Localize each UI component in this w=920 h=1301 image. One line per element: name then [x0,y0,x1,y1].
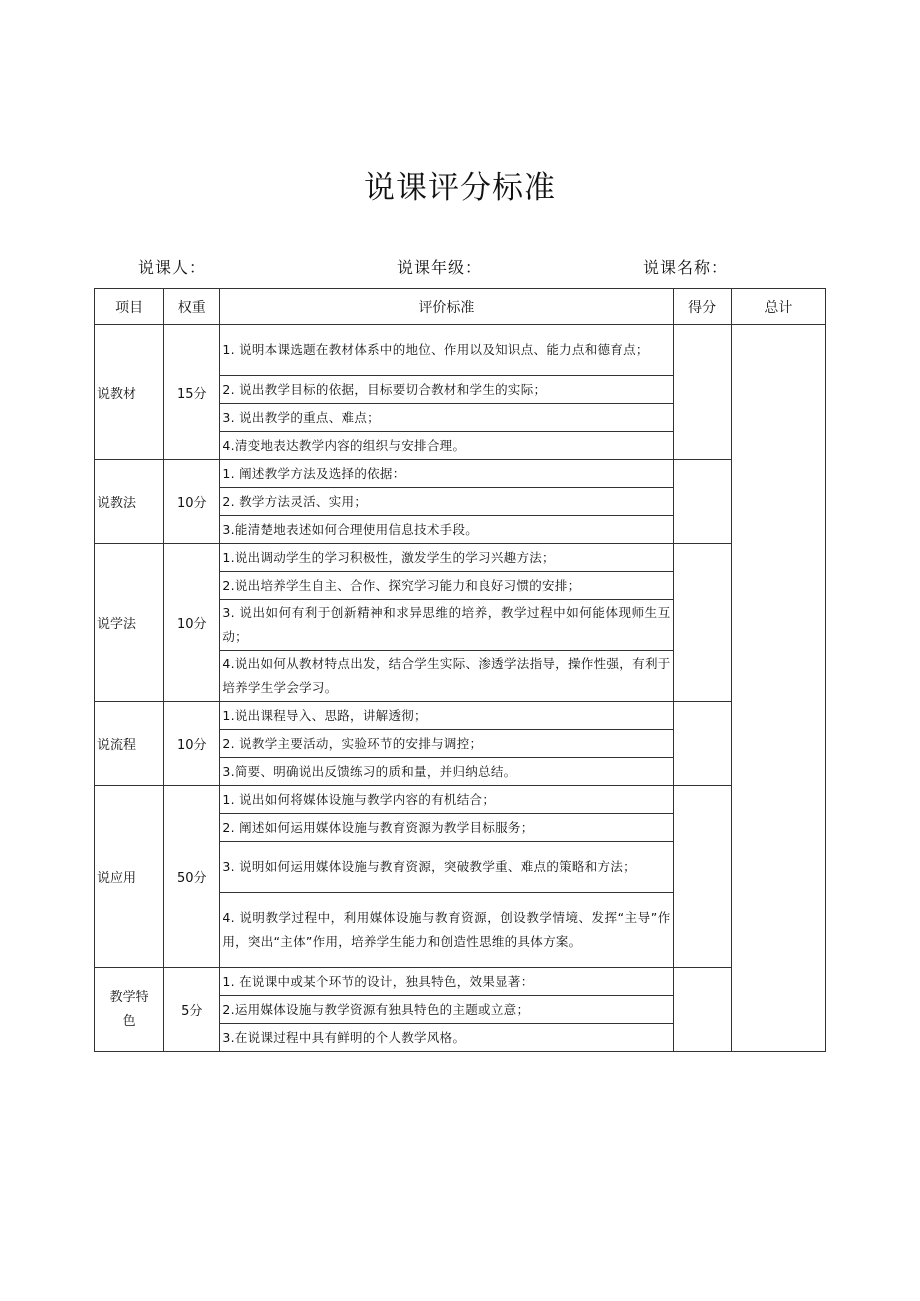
score-cell[interactable] [673,968,731,1052]
criteria-cell: 3. 说出如何有利于创新精神和求异思维的培养，教学过程中如何能体现师生互动； [220,600,673,651]
scoring-table [94,288,826,1052]
section-item: 说流程 [95,702,164,786]
header-item: 项目 [95,289,164,325]
lesson-name-label: 说课名称： [643,258,729,277]
criteria-cell: 2.运用媒体设施与教学资源有独具特色的主题或立意； [220,996,673,1024]
page-title: 说课评分标准 [364,170,556,206]
criteria-cell: 3.简要、明确说出反馈练习的质和量，并归纳总结。 [220,758,673,786]
header-total: 总计 [731,289,825,325]
section-item: 说教材 [95,325,164,460]
section-weight: 5分 [164,968,220,1052]
section-weight: 15分 [164,325,220,460]
criteria-cell: 1. 说出如何将媒体设施与教学内容的有机结合； [220,786,673,814]
section-weight: 10分 [164,460,220,544]
table-row [95,786,826,814]
table-row [95,544,826,572]
section-weight: 10分 [164,544,220,702]
criteria-cell: 4. 说明教学过程中，利用媒体设施与教育资源，创设教学情境、发挥“主导”作用，突出“主体”作用，培养学生能力和创造性思维的具体方案。 [220,893,673,968]
criteria-cell: 2. 阐述如何运用媒体设施与教育资源为教学目标服务； [220,814,673,842]
header-weight: 权重 [164,289,220,325]
criteria-cell: 1.说出调动学生的学习积极性，激发学生的学习兴趣方法； [220,544,673,572]
table-header-row [95,289,826,325]
section-weight: 10分 [164,702,220,786]
score-cell[interactable] [673,702,731,786]
total-cell[interactable] [731,325,825,1052]
criteria-cell: 2. 教学方法灵活、实用； [220,488,673,516]
header-score: 得分 [673,289,731,325]
criteria-cell: 4.清变地表达教学内容的组织与安排合理。 [220,432,673,460]
section-weight: 50分 [164,786,220,968]
criteria-cell: 3. 说出教学的重点、难点； [220,404,673,432]
criteria-cell: 1. 阐述教学方法及选择的依据： [220,460,673,488]
score-cell[interactable] [673,786,731,968]
criteria-cell: 2. 说教学主要活动，实验环节的安排与调控； [220,730,673,758]
criteria-cell: 1.说出课程导入、思路，讲解透彻； [220,702,673,730]
criteria-cell: 4.说出如何从教材特点出发，结合学生实际、渗透学法指导，操作性强，有利于培养学生学会学习。 [220,651,673,702]
table-row [95,325,826,376]
criteria-cell: 3.在说课过程中具有鲜明的个人教学风格。 [220,1024,673,1052]
section-item: 说应用 [95,786,164,968]
header-criteria: 评价标准 [220,289,673,325]
criteria-cell: 2.说出培养学生自主、合作、探究学习能力和良好习惯的安排； [220,572,673,600]
grade-label: 说课年级： [397,258,483,277]
table-row [95,968,826,996]
criteria-cell: 3.能清楚地表述如何合理使用信息技术手段。 [220,516,673,544]
criteria-cell: 1. 在说课中或某个环节的设计，独具特色，效果显著： [220,968,673,996]
section-item: 说学法 [95,544,164,702]
table-row [95,702,826,730]
presenter-label: 说课人： [138,258,207,277]
score-cell[interactable] [673,460,731,544]
section-item: 说教法 [95,460,164,544]
criteria-cell: 2. 说出教学目标的依据，目标要切合教材和学生的实际； [220,376,673,404]
criteria-cell: 3. 说明如何运用媒体设施与教育资源，突破教学重、难点的策略和方法； [220,842,673,893]
score-cell[interactable] [673,325,731,460]
section-item: 教学特色 [95,968,164,1052]
table-row [95,460,826,488]
criteria-cell: 1. 说明本课选题在教材体系中的地位、作用以及知识点、能力点和德育点； [220,325,673,376]
score-cell[interactable] [673,544,731,702]
